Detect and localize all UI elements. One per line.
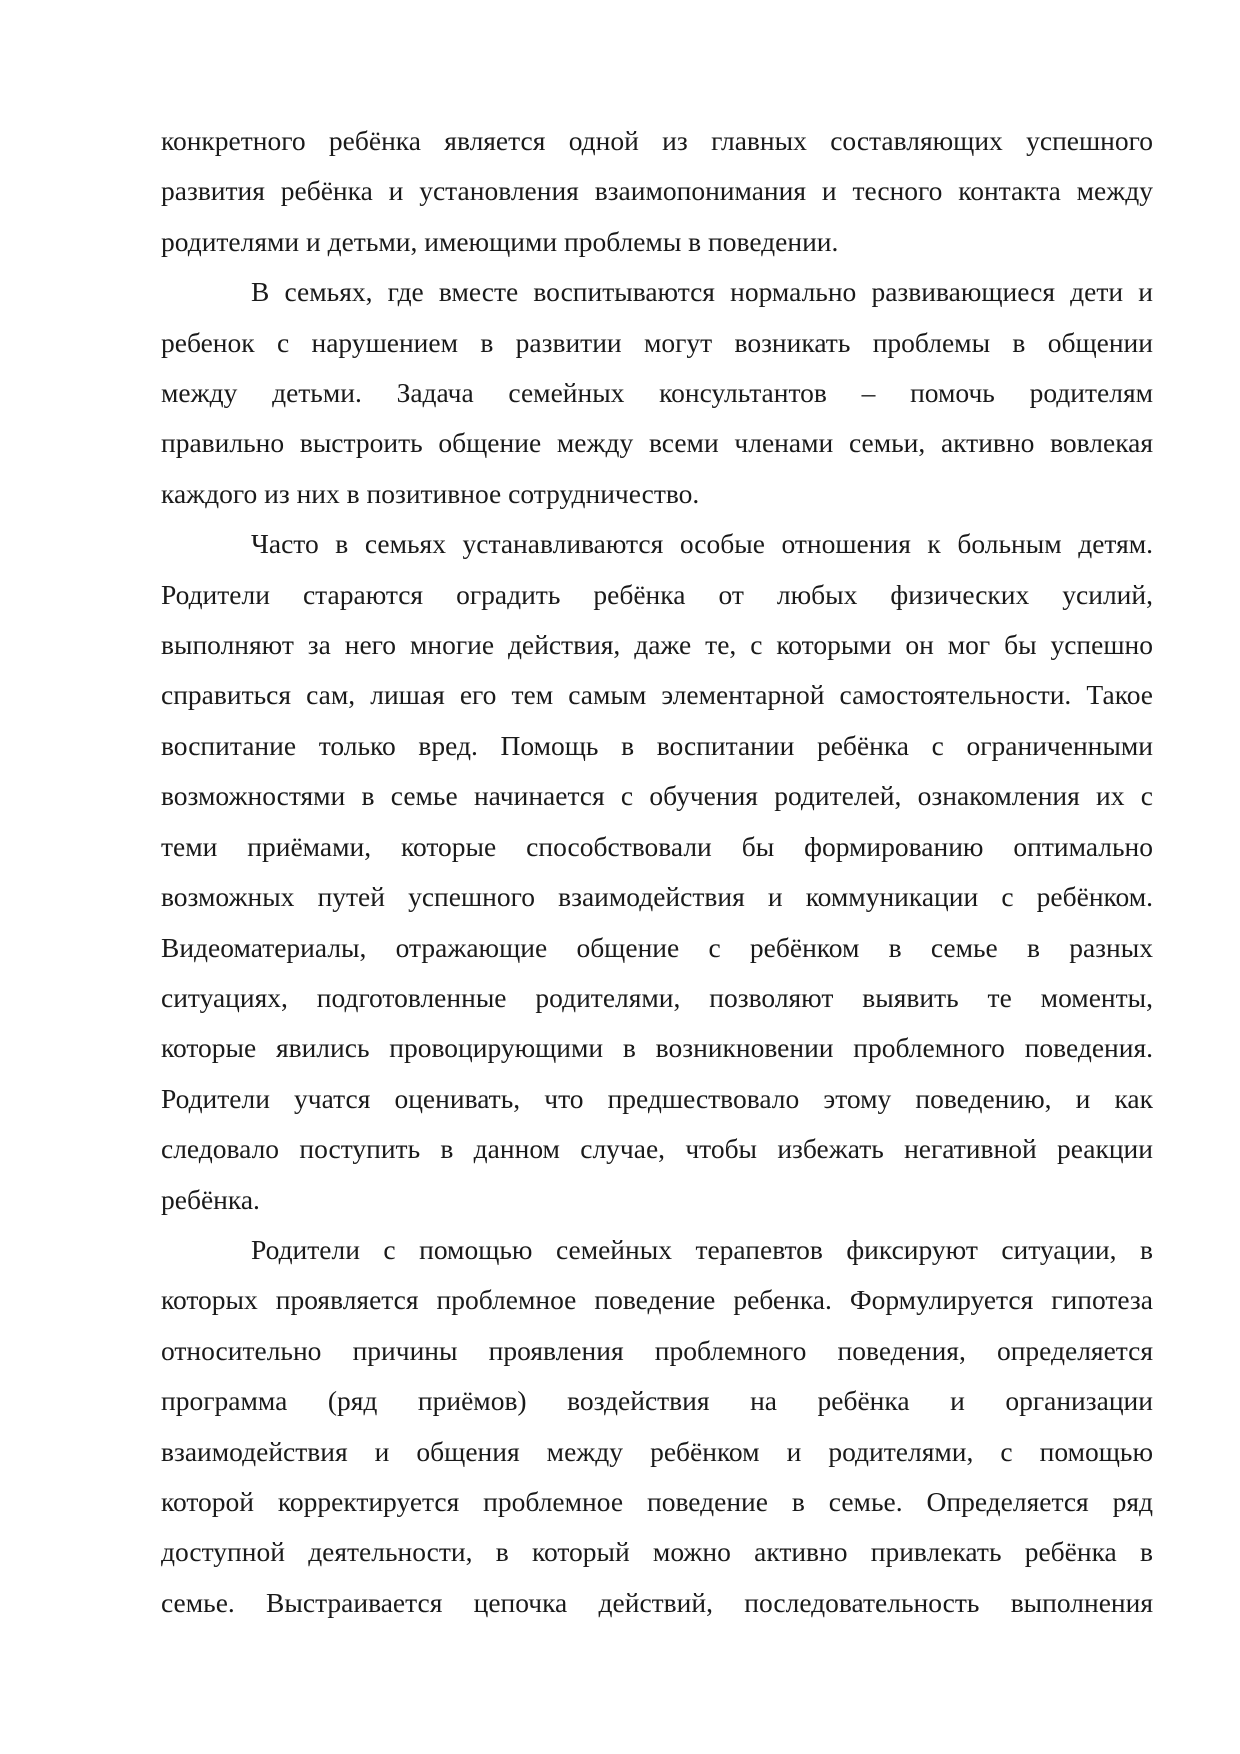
document-body — [161, 116, 1153, 1628]
paragraph-4 — [161, 1225, 1153, 1628]
text-line: В семьях, где вместе воспитываются нормально развивающиеся дети и — [251, 276, 1153, 308]
text-line: которой корректируется проблемное поведение в семье. Определяется ряд — [161, 1485, 1153, 1517]
text-line: относительно причины проявления проблемного поведения, определяется — [161, 1334, 1153, 1366]
text-line: доступной деятельности, в который можно активно привлекать ребёнка в — [161, 1536, 1153, 1568]
text-line: ребенок с нарушением в развитии могут возникать проблемы в общении — [161, 326, 1153, 358]
text-line: справиться сам, лишая его тем самым элементарной самостоятельности. Такое — [161, 679, 1153, 711]
paragraph-2 — [161, 267, 1153, 519]
text-line: возможностями в семье начинается с обучения родителей, ознакомления их с — [161, 780, 1153, 812]
text-line: взаимодействия и общения между ребёнком и родителями, с помощью — [161, 1435, 1153, 1467]
text-line: Видеоматериалы, отражающие общение с ребёнком в семье в разных — [161, 931, 1153, 963]
text-line: следовало поступить в данном случае, чтобы избежать негативной реакции — [161, 1133, 1153, 1165]
text-line: Родители стараются оградить ребёнка от любых физических усилий, — [161, 578, 1153, 610]
text-line: воспитание только вред. Помощь в воспитании ребёнка с ограниченными — [161, 729, 1153, 761]
text-line: развития ребёнка и установления взаимопонимания и тесного контакта между — [161, 175, 1153, 207]
text-line: каждого из них в позитивное сотрудничество. — [161, 477, 700, 509]
text-line: возможных путей успешного взаимодействия и коммуникации с ребёнком. — [161, 881, 1153, 913]
paragraph-1 — [161, 116, 1153, 267]
text-line: которых проявляется проблемное поведение ребенка. Формулируется гипотеза — [161, 1284, 1153, 1316]
text-line: ребёнка. — [161, 1183, 260, 1215]
text-line: ситуациях, подготовленные родителями, позволяют выявить те моменты, — [161, 981, 1153, 1013]
text-line: семье. Выстраивается цепочка действий, последовательность выполнения — [161, 1586, 1153, 1618]
text-line: конкретного ребёнка является одной из главных составляющих успешного — [161, 125, 1153, 156]
text-line: между детьми. Задача семейных консультантов – помочь родителям — [161, 377, 1153, 409]
text-line: правильно выстроить общение между всеми членами семьи, активно вовлекая — [161, 427, 1153, 459]
text-line: которые явились провоцирующими в возникновении проблемного поведения. — [161, 1032, 1153, 1064]
text-line: родителями и детьми, имеющими проблемы в поведении. — [161, 225, 839, 257]
paragraph-3 — [161, 519, 1153, 1225]
text-line: Часто в семьях устанавливаются особые отношения к больным детям. — [251, 528, 1153, 560]
text-line: выполняют за него многие действия, даже те, с которыми он мог бы успешно — [161, 629, 1153, 661]
text-line: Родители с помощью семейных терапевтов фиксируют ситуации, в — [251, 1233, 1153, 1265]
text-line: теми приёмами, которые способствовали бы формированию оптимально — [161, 830, 1153, 862]
text-line: программа (ряд приёмов) воздействия на ребёнка и организации — [161, 1385, 1153, 1417]
text-line: Родители учатся оценивать, что предшествовало этому поведению, и как — [161, 1082, 1153, 1114]
